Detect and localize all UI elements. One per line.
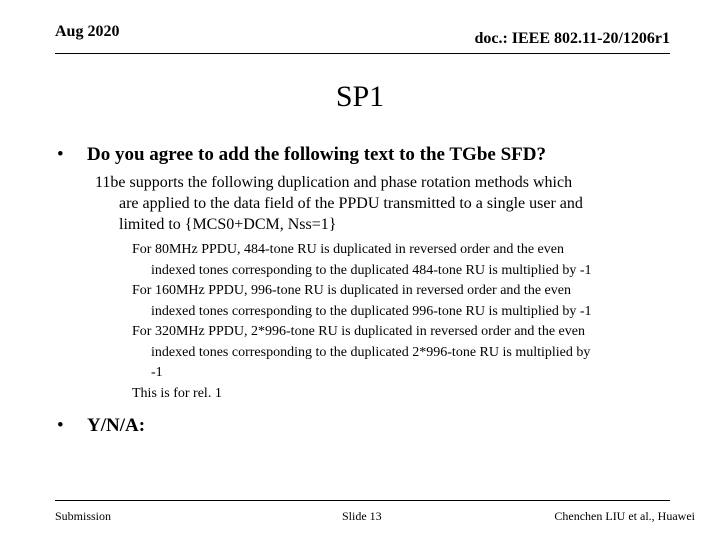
header-document-id: doc.: IEEE 802.11-20/1206r1 — [474, 30, 670, 47]
footer-submission: Submission — [55, 509, 112, 523]
footer-author: Chenchen LIU et al., Huawei — [554, 509, 695, 523]
detail-line: indexed tones corresponding to the duplicated 484-tone RU is multiplied by -1 — [151, 262, 592, 278]
slide-title: SP1 — [335, 80, 385, 113]
bullet-icon: • — [57, 144, 64, 165]
detail-line: For 160MHz PPDU, 996-tone RU is duplicated in reversed order and the even — [132, 283, 571, 298]
proposal-text — [95, 172, 655, 235]
vote-text: Y/N/A: — [87, 415, 146, 436]
detail-line: indexed tones corresponding to the duplicated 2*996-tone RU is multiplied by — [151, 344, 591, 360]
question-bullet-item — [57, 144, 546, 166]
proposal-details — [132, 240, 592, 404]
detail-line: For 80MHz PPDU, 484-tone RU is duplicated in reversed order and the even — [132, 242, 564, 257]
proposal-line: are applied to the data field of the PPDU transmitted to a single user and — [119, 195, 583, 212]
header-divider — [55, 53, 670, 54]
footer-divider — [55, 500, 670, 501]
bullet-icon: • — [57, 415, 64, 436]
detail-line: This is for rel. 1 — [132, 385, 222, 401]
footer-slide-number: Slide 13 — [342, 509, 382, 523]
detail-line: -1 — [151, 365, 163, 380]
proposal-line: 11be supports the following duplication and phase rotation methods which — [95, 174, 573, 191]
detail-line: For 320MHz PPDU, 2*996-tone RU is duplicated in reversed order and the even — [132, 324, 585, 339]
proposal-line: limited to {MCS0+DCM, Nss=1} — [119, 216, 337, 233]
vote-bullet-item — [57, 415, 145, 437]
detail-line: indexed tones corresponding to the duplicated 996-tone RU is multiplied by -1 — [151, 303, 592, 319]
question-text: Do you agree to add the following text to the TGbe SFD? — [87, 144, 546, 165]
header-date: Aug 2020 — [55, 23, 120, 40]
